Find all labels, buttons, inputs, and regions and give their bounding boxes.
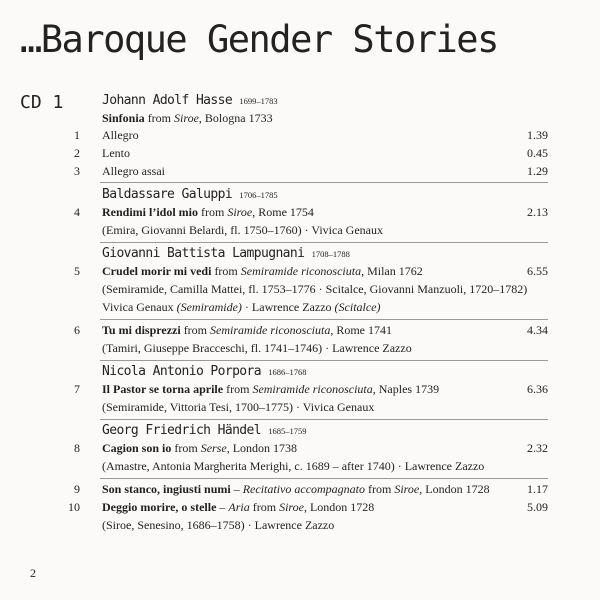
track-title: Lento (102, 146, 130, 160)
track-duration: 4.34 (527, 323, 548, 337)
work-heading: Sinfonia from Siroe, Bologna 1733 (102, 111, 273, 125)
track-title: Son stanco, ingiusti numi – Recitativo accompagnato from Siroe, London 1728 (102, 482, 490, 496)
track-title: Allegro assai (102, 164, 165, 178)
track-number: 9 (74, 482, 80, 496)
track-number: 4 (74, 205, 80, 219)
composer-heading (102, 423, 306, 438)
divider (100, 242, 548, 243)
composer-heading (102, 187, 278, 202)
track-duration: 1.17 (527, 482, 548, 496)
track-duration: 5.09 (527, 500, 548, 514)
track-notes: (Amastre, Antonia Margherita Merighi, c. 1689 – after 1740) · Lawrence Zazzo (102, 459, 485, 473)
track-number: 5 (74, 264, 80, 278)
track-notes: (Semiramide, Vittoria Tesi, 1700–1775) · Vivica Genaux (102, 400, 375, 414)
track-duration: 2.13 (527, 205, 548, 219)
track-number: 10 (68, 500, 80, 514)
track-number: 7 (74, 382, 80, 396)
track-duration: 1.39 (527, 128, 548, 142)
track-singers: Vivica Genaux (Semiramide) · Lawrence Zazzo (Scitalce) (102, 300, 381, 314)
track-title: Allegro (102, 128, 139, 142)
divider (100, 360, 548, 361)
composer-heading (102, 246, 350, 261)
track-duration: 6.55 (527, 264, 548, 278)
track-number: 1 (74, 128, 80, 142)
track-number: 3 (74, 164, 80, 178)
divider (100, 182, 548, 183)
composer-name: Johann Adolf Hasse (102, 93, 233, 108)
composer-dates: 1706–1785 (239, 190, 278, 200)
track-number: 2 (74, 146, 80, 160)
composer-heading (102, 364, 306, 379)
track-number: 8 (74, 441, 80, 455)
page-number: 2 (30, 566, 36, 580)
track-title: Rendimi l’idol mio from Siroe, Rome 1754 (102, 205, 314, 219)
composer-name: Baldassare Galuppi (102, 187, 233, 202)
composer-dates: 1699–1783 (239, 96, 278, 106)
composer-heading (102, 93, 278, 108)
track-title: Tu mi disprezzi from Semiramide riconosciuta, Rome 1741 (102, 323, 393, 337)
track-duration: 2.32 (527, 441, 548, 455)
divider (100, 319, 548, 320)
track-number: 6 (74, 323, 80, 337)
track-notes: (Emira, Giovanni Belardi, fl. 1750–1760) · Vivica Genaux (102, 223, 383, 237)
track-notes: (Tamiri, Giuseppe Bracceschi, fl. 1741–1746) · Lawrence Zazzo (102, 341, 412, 355)
composer-dates: 1685–1759 (268, 426, 307, 436)
track-title: Crudel morir mi vedi from Semiramide riconosciuta, Milan 1762 (102, 264, 423, 278)
composer-dates: 1708–1788 (311, 249, 350, 259)
cd-label: CD 1 (20, 92, 64, 113)
composer-name: Giovanni Battista Lampugnani (102, 246, 305, 261)
track-duration: 6.36 (527, 382, 548, 396)
track-title: Il Pastor se torna aprile from Semiramide riconosciuta, Naples 1739 (102, 382, 440, 396)
track-title: Deggio morire, o stelle – Aria from Siroe, London 1728 (102, 500, 375, 514)
divider (100, 419, 548, 420)
composer-name: Nicola Antonio Porpora (102, 364, 261, 379)
track-duration: 1.29 (527, 164, 548, 178)
divider (100, 478, 548, 479)
track-notes: (Siroe, Senesino, 1686–1758) · Lawrence Zazzo (102, 518, 335, 532)
track-title: Cagion son io from Serse, London 1738 (102, 441, 298, 455)
composer-name: Georg Friedrich Händel (102, 423, 261, 438)
composer-dates: 1686–1768 (268, 367, 307, 377)
track-duration: 0.45 (527, 146, 548, 160)
track-notes: (Semiramide, Camilla Mattei, fl. 1753–1776 · Scitalce, Giovanni Manzuoli, 1720–1782) (102, 282, 528, 296)
page-title: …Baroque Gender Stories (20, 18, 498, 61)
